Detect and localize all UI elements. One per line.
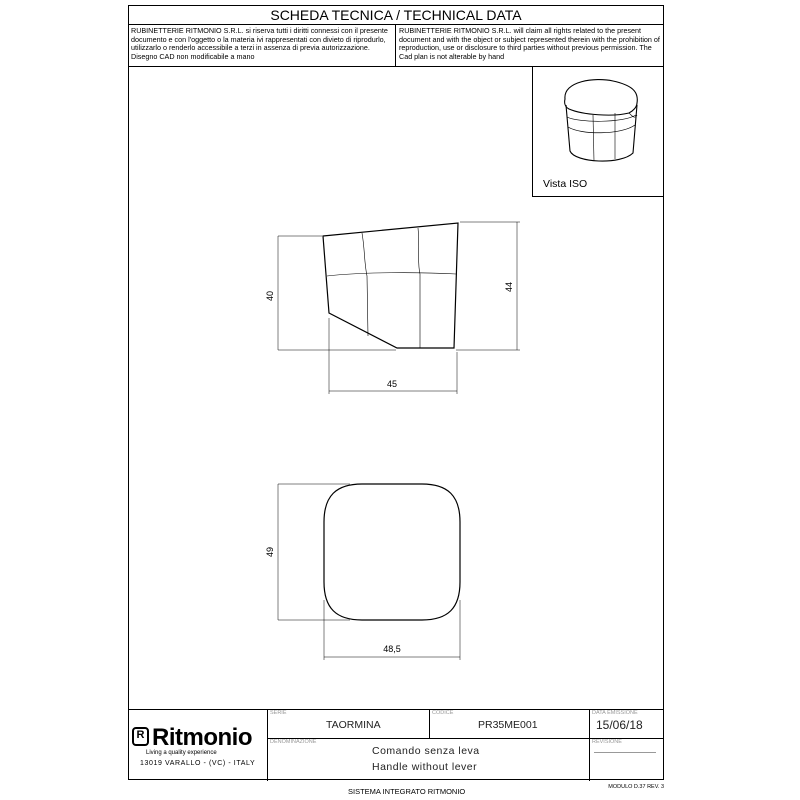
company-logo-block [128,710,268,781]
top-view [278,484,460,660]
data-emissione-value: 15/06/18 [596,718,643,732]
codice-value: PR35ME001 [478,719,538,731]
revisione-cell [590,739,664,781]
denominazione-italian: Comando senza leva [372,745,480,757]
dimension-side-width: 45 [386,379,398,389]
dimension-side-height-left: 40 [265,290,275,302]
revisione-underline [594,752,656,753]
dimension-side-height-right: 44 [504,281,514,293]
company-address: 13019 VARALLO - (VC) - ITALY [140,760,256,767]
rights-notice-english: RUBINETTERIE RITMONIO S.R.L. will claim all rights related to the present document and with the object or subject represented therein with the prohibition of reproduction, use or disclosure to third parties without previous permission. The Cad plan is not alterable by hand [396,25,664,67]
codice-cell [430,710,590,739]
codice-caption: CODICE [432,710,454,716]
denominazione-cell [268,739,590,781]
footer-system-name: SISTEMA INTEGRATO RITMONIO [348,787,466,796]
dimension-top-width: 48,5 [383,644,401,654]
title-block [128,709,664,780]
rights-notice-italian: RUBINETTERIE RITMONIO S.R.L. si riserva tutti i diritti connessi con il presente documento e con l'oggetto o la materia ivi rappresentati con divieto di riprodurlo, utilizzarlo o renderlo accessibile a terzi in assenza di previa autorizzazione. Disegno CAD non modificabile a mano [128,25,396,67]
ritmonio-logo-icon: R [132,727,149,746]
side-view [278,222,520,394]
denominazione-english: Handle without lever [372,761,478,773]
serie-cell [268,710,430,739]
data-emissione-cell [590,710,664,739]
footer-module-code: MODULO D.37 REV. 3 [608,784,664,790]
denominazione-caption: DENOMINAZIONE [270,739,317,745]
sheet-title: SCHEDA TECNICA / TECHNICAL DATA [128,5,664,25]
revisione-caption: REVISIONE [592,739,622,745]
iso-view-label: Vista ISO [543,178,588,190]
serie-value: TAORMINA [326,719,381,731]
data-emissione-caption: DATA EMISSIONE [592,710,638,716]
company-tagline: Living a quality experience [146,750,217,756]
company-name: Ritmonio [152,724,252,751]
dimension-top-height: 49 [265,546,275,558]
serie-caption: SERIE [270,710,287,716]
